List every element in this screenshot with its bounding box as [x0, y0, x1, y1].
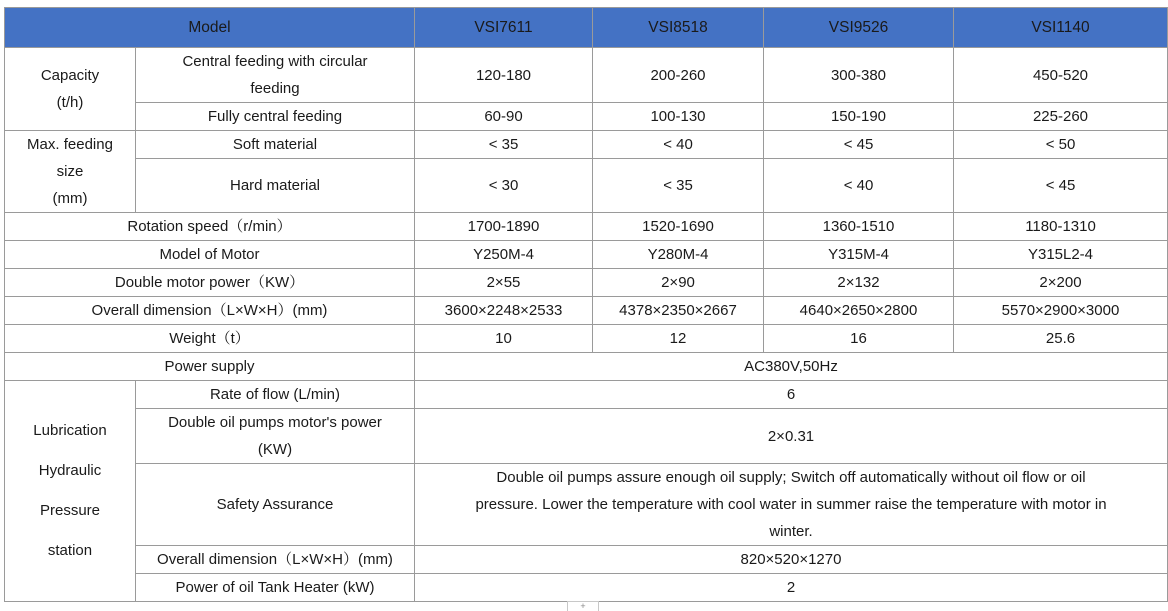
row-label: Overall dimension（L×W×H）(mm): [5, 297, 415, 325]
table-add-handle[interactable]: +: [567, 601, 599, 611]
model-col-2: VSI8518: [593, 8, 764, 48]
cell: 1180-1310: [954, 213, 1168, 241]
cell: 100-130: [593, 103, 764, 131]
cell: 1360-1510: [764, 213, 954, 241]
cell: 2×200: [954, 269, 1168, 297]
cell: 10: [415, 325, 593, 353]
cell: 2: [415, 574, 1168, 602]
cell: 1520-1690: [593, 213, 764, 241]
row-label: Central feeding with circular feeding: [136, 48, 415, 103]
feeding-size-group-label: Max. feeding size (mm): [5, 131, 136, 213]
table-row: [5, 409, 1168, 464]
cell: Y250M-4: [415, 241, 593, 269]
cell: Y280M-4: [593, 241, 764, 269]
table-row: [5, 464, 1168, 546]
cell: 150-190: [764, 103, 954, 131]
cell: < 50: [954, 131, 1168, 159]
cell: 60-90: [415, 103, 593, 131]
row-label: Model of Motor: [5, 241, 415, 269]
cell: < 40: [593, 131, 764, 159]
cell: 12: [593, 325, 764, 353]
model-col-3: VSI9526: [764, 8, 954, 48]
capacity-group-label: Capacity (t/h): [5, 48, 136, 131]
row-label: Overall dimension（L×W×H）(mm): [136, 546, 415, 574]
header-row: [5, 8, 1168, 48]
cell: 25.6: [954, 325, 1168, 353]
cell: 2×55: [415, 269, 593, 297]
cell: Y315M-4: [764, 241, 954, 269]
row-label: Fully central feeding: [136, 103, 415, 131]
model-col-1: VSI7611: [415, 8, 593, 48]
table-row: [5, 103, 1168, 131]
cell: AC380V,50Hz: [415, 353, 1168, 381]
cell: 225-260: [954, 103, 1168, 131]
row-label: Power supply: [5, 353, 415, 381]
table-row: [5, 381, 1168, 409]
row-label: Soft material: [136, 131, 415, 159]
row-label: Weight（t）: [5, 325, 415, 353]
cell: < 40: [764, 159, 954, 213]
table-row: [5, 48, 1168, 103]
row-label: Power of oil Tank Heater (kW): [136, 574, 415, 602]
cell: Double oil pumps assure enough oil supply; Switch off automatically without oil flow or oil pressure. Lower the temperature with cool water in summer raise the temperature with motor in winter.: [415, 464, 1168, 546]
cell: 2×132: [764, 269, 954, 297]
cell: 200-260: [593, 48, 764, 103]
table-row: [5, 546, 1168, 574]
cell: < 35: [415, 131, 593, 159]
row-label: Hard material: [136, 159, 415, 213]
row-label: Rotation speed（r/min）: [5, 213, 415, 241]
cell: < 45: [764, 131, 954, 159]
table-row: [5, 241, 1168, 269]
model-col-4: VSI1140: [954, 8, 1168, 48]
table-row: [5, 269, 1168, 297]
table-row: [5, 159, 1168, 213]
table-row: [5, 574, 1168, 602]
table-row: [5, 213, 1168, 241]
cell: 4640×2650×2800: [764, 297, 954, 325]
cell: 820×520×1270: [415, 546, 1168, 574]
row-label: Safety Assurance: [136, 464, 415, 546]
cell: 16: [764, 325, 954, 353]
cell: 6: [415, 381, 1168, 409]
cell: < 45: [954, 159, 1168, 213]
cell: 2×0.31: [415, 409, 1168, 464]
cell: 2×90: [593, 269, 764, 297]
spec-table: [4, 7, 1168, 602]
table-row: [5, 325, 1168, 353]
cell: < 35: [593, 159, 764, 213]
cell: 300-380: [764, 48, 954, 103]
cell: < 30: [415, 159, 593, 213]
row-label: Double motor power（KW）: [5, 269, 415, 297]
table-row: [5, 297, 1168, 325]
cell: Y315L2-4: [954, 241, 1168, 269]
table-row: [5, 353, 1168, 381]
model-header: Model: [5, 8, 415, 48]
cell: 120-180: [415, 48, 593, 103]
table-row: [5, 131, 1168, 159]
lubrication-group-label: Lubrication Hydraulic Pressure station: [5, 381, 136, 602]
row-label: Double oil pumps motor's power (KW): [136, 409, 415, 464]
cell: 450-520: [954, 48, 1168, 103]
cell: 1700-1890: [415, 213, 593, 241]
cell: 4378×2350×2667: [593, 297, 764, 325]
row-label: Rate of flow (L/min): [136, 381, 415, 409]
cell: 5570×2900×3000: [954, 297, 1168, 325]
cell: 3600×2248×2533: [415, 297, 593, 325]
